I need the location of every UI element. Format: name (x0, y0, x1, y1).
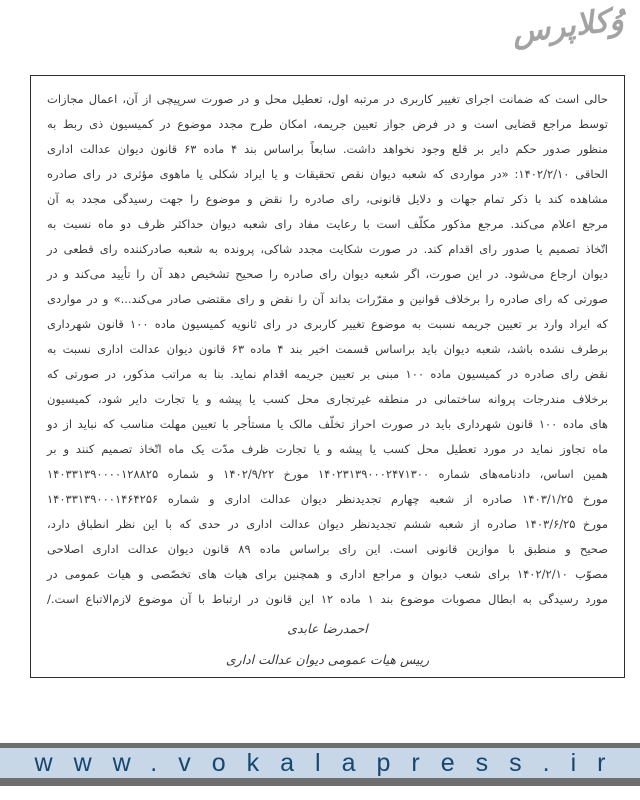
vokalapress-logo: وُکلاپرس (510, 1, 626, 51)
document-line: مشاهده کند با ذکر تمام جهات و دلایل قانونی، رای صادره را نقض و موضوع را جهت رسیدگی مجدد به آن (47, 192, 608, 206)
signature-name: احمدرضا عابدی (287, 621, 368, 636)
signature-title: رییس هیات عمومی دیوان عدالت اداری (225, 652, 430, 667)
document-line: مصوّب ۱۴۰۲/۲/۱۰ برای شعب دیوان و مراجع اداری و همچنین برای هیات های تخصّصی و هیات عمومی در (47, 567, 608, 581)
signature-block (47, 613, 608, 675)
document-line: که ایراد وارد بر تعیین جریمه نسبت به موضوع تغییر کاربری در رای ثانویه کمیسیون ماده ۱۰۰ قانون شهرداری (47, 317, 608, 331)
document-line: مورخ ۱۴۰۳/۶/۲۵ صادره از شعبه ششم تجدیدنظر دیوان عدالت اداری در حدی که با این نظر انطباق دارد، (47, 517, 608, 531)
footer-band (0, 743, 640, 786)
footer-url: www.vokalapress.ir (34, 748, 627, 777)
document-line: دیوان ارجاع می‌شود. در این صورت، اگر شعبه دیوان رای صادره را صحیح تشخیص دهد آن را تأیید می‌کند و در (47, 267, 608, 281)
document-line: اتّخاذ تصمیم یا صدور رای اقدام کند. در صورت شکایت مجدد شاکی، پرونده به شعبه صادرکننده رای قطعی در (47, 242, 608, 256)
document-text (47, 87, 608, 612)
document-line: برخلاف مندرجات پروانه ساختمانی در منطقه غیرتجاری محل کسب یا پیشه و یا تجارت دایر شود، کمیسیون (47, 392, 608, 406)
document-line: مورخ ۱۴۰۳/۱/۲۵ صادره از شعبه چهارم تجدیدنظر دیوان عدالت اداری و شماره ۱۴۰۳۳۱۳۹۰۰۰۱۴۶۴۲۵۶ (47, 492, 608, 506)
document-line: حالی است که ضمانت اجرای تغییر کاربری در مرتبه اول، تعطیل محل و در صورت سرپیچی از آن، اعمال مجازات (47, 92, 608, 106)
document-box (30, 75, 625, 678)
document-line: مرجع اعلام می‌کند. مرجع مذکور مکلّف است با رعایت مفاد رای شعبه دیوان حداکثر ظرف دو ماه نسبت به (47, 217, 608, 231)
document-line: های ماده ۱۰۰ قانون شهرداری باید در صورت احراز تخلّف مالک یا مستأجر با تعیین مهلت مناسب که نباید از دو (47, 417, 608, 431)
document-line: توسط مراجع قضایی است و در فرض جواز تعیین جریمه، امکان طرح مجدد موضوع در کمیسیون ذی ربط به (47, 117, 608, 131)
document-line: صحیح و منطبق با موازین قانونی است. این رای براساس ماده ۸۹ قانون دیوان عدالت اداری اصلاحی (47, 542, 608, 556)
document-line: الحاقی ۱۴۰۲/۲/۱۰: «در مواردی که شعبه دیوان نقص تحقیقات و یا ایراد شکلی یا ماهوی مؤثری در رای صادره (47, 167, 608, 181)
document-line: مورد رسیدگی به ابطال مصوبات موضوع بند ۱ ماده ۱۲ این قانون در ارتباط با آن موضوع لازم‌الاتباع است./ (47, 592, 609, 606)
document-line: ماه تجاوز نماید در مورد تعطیل محل کسب یا پیشه و یا تجارت ظرف مدّت یک ماه اتّخاذ تصمیم کنند و بر (47, 442, 608, 456)
document-line: منظور صدور حکم دایر بر قلع وجود نخواهد داشت. سابعاً براساس بند ۴ ماده ۶۳ قانون دیوان عدالت اداری (47, 142, 608, 156)
document-line: همین اساس، دادنامه‌های شماره ۱۴۰۲۳۱۳۹۰۰۰۲۴۷۱۳۰۰ مورخ ۱۴۰۲/۹/۲۲ و شماره ۱۴۰۳۳۱۳۹۰۰۰۰۱۲۸۸۲۵ (47, 467, 608, 481)
document-line: صورتی که رای صادره را برخلاف قوانین و مقرّرات بداند آن را نقض و رای مقتضی صادر می‌کند...» و در مواردی (47, 292, 608, 306)
footer-strip (0, 748, 640, 778)
document-line: نقض رای صادره در کمیسیون ماده ۱۰۰ مبنی بر تعیین جریمه اقدام نماید. بنا به مراتب مذکور، در صورتی که (47, 367, 609, 381)
document-line: برطرف نشده باشد، شعبه دیوان باید براساس قسمت اخیر بند ۴ ماده ۶۳ قانون دیوان عدالت اداری نسبت به (47, 342, 608, 356)
